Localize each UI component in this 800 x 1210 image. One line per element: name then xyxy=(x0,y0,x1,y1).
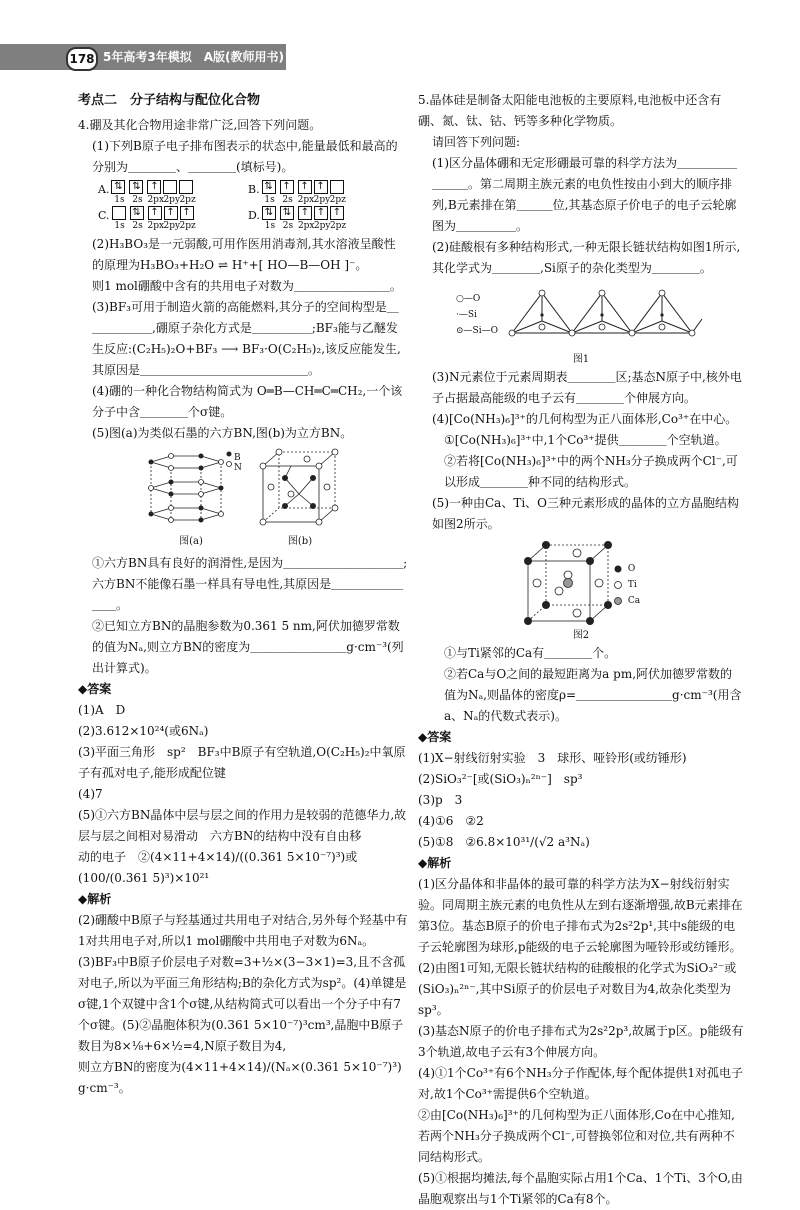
answer-line: 动的电子 ②(4×11+4×14)/((0.361 5×10⁻⁷)³)或(100/(0.361 5)³)×10²¹ xyxy=(78,849,358,885)
answer-list-right xyxy=(418,748,744,853)
orbital-option xyxy=(98,180,248,206)
figure-a xyxy=(141,448,241,549)
orbital-box: ↑ xyxy=(330,206,344,220)
orbital-label: 2px xyxy=(297,220,315,231)
fig2-legend-item: O xyxy=(627,564,636,574)
bn-figures xyxy=(78,448,408,549)
analysis-text: (5)①根据均摊法,每个晶胞实际占用1个Ca、1个Ti、3个O,由晶胞观察出与1个Ti紧邻的Ca有8个。 xyxy=(418,1171,743,1206)
orbital-label: 1s xyxy=(264,220,276,231)
q5-ask: 请回答下列问题: xyxy=(432,135,521,149)
analysis-text: 则立方BN的密度为(4×11+4×14)/(Nₐ×(0.361 5×10⁻⁷)³) g·cm⁻³。 xyxy=(78,1059,402,1095)
fig2-legend xyxy=(628,539,640,625)
orbital-box xyxy=(163,180,177,194)
legend-n: N xyxy=(234,462,242,473)
orbital-option xyxy=(98,206,248,232)
orbital-box: ⇅ xyxy=(129,180,143,194)
option-letter: D. xyxy=(248,208,260,222)
answer-line: (1)X−射线衍射实验 3 球形、哑铃形(或纺锤形) xyxy=(418,751,687,765)
orbital-label: 2s xyxy=(132,220,143,231)
option-letter: B. xyxy=(248,182,260,196)
q5-part4-2: ②若将[Co(NH₃)₆]³⁺中的两个NH₃分子换成两个Cl⁻,可以形成＿＿＿＿种不同的结构形式。 xyxy=(444,454,738,489)
orbital-label: 2py xyxy=(313,194,331,205)
q5-stem: 5.晶体硅是制备太阳能电池板的主要原料,电池板中还含有硼、氮、钛、钴、钙等多种化学物质。 xyxy=(418,93,722,128)
figure-b-caption: 图(b) xyxy=(287,535,313,547)
answer-line: (1)A D xyxy=(78,702,126,717)
analysis-text: (1)区分晶体和非晶体的最可靠的科学方法为X−射线衍射实验。同周期主族元素的电负性从左到右逐渐增强,故B元素排在第3位。基态B原子的价电子排布式为2s²2p¹,其中s能级的电子云轮廓图为球形,p能级的电子云轮廓图为哑铃形或纺锤形。 xyxy=(418,877,743,954)
answer-label-right: ◆答案 xyxy=(418,730,452,744)
orbital-box: ↑ xyxy=(298,206,312,220)
orbital-label: 1s xyxy=(264,194,275,205)
fig2-legend-item: Ca xyxy=(627,596,641,606)
orbital-box: ⇅ xyxy=(262,180,276,194)
analysis-label-left: ◆解析 xyxy=(78,891,112,906)
q5-part1: (1)区分晶体硼和无定形硼最可靠的科学方法为＿＿＿＿＿＿＿＿。第二周期主族元素的电负性按由小到大的顺序排列,B元素排在第＿＿＿位,其基态原子价电子的电子云轮廓图为＿＿＿＿＿。 xyxy=(432,156,738,233)
perovskite-cell-diagram xyxy=(522,539,632,625)
orbital-box xyxy=(330,180,344,194)
answer-line: (4)7 xyxy=(78,786,103,801)
analysis-text: (2)由图1可知,无限长链状结构的硅酸根的化学式为SiO₃²⁻或(SiO₃)ₙ²ⁿ⁻,其中Si原子的价层电子对数目为4,故杂化类型为sp³。 xyxy=(418,961,737,1017)
book-title: 5年高考3年模拟 A版(教师用书) xyxy=(103,50,284,64)
legend-b: B xyxy=(234,452,241,463)
orbital-option xyxy=(248,180,398,206)
orbital-box: ⇅ xyxy=(130,206,144,220)
fig1-legend-item: ·—Si xyxy=(456,310,477,320)
orbital-box: ⇅ xyxy=(262,206,276,220)
q4-part3: (3)BF₃可用于制造火箭的高能燃料,其分子的空间构型是＿＿＿＿＿＿,硼原子杂化方式是＿＿＿＿＿;BF₃能与乙醚发生反应:(C₂H₅)₂O+BF₃ ⟶ BF₃·O(C₂H₅)₂,该反应能发生,其原因是＿＿＿＿＿＿＿＿＿＿＿＿＿＿。 xyxy=(92,299,401,377)
orbital-label: 2py xyxy=(313,220,331,231)
right-column xyxy=(418,90,744,1210)
orbital-label: 2py xyxy=(163,220,181,231)
orbital-box: ↑ xyxy=(147,180,161,194)
q4-part2c: 则1 mol硼酸中含有的共用电子对数为＿＿＿＿＿＿＿＿。 xyxy=(92,278,402,293)
orbital-label: 2pz xyxy=(329,220,347,231)
section-title: 考点二 分子结构与配位化合物 xyxy=(78,93,261,108)
answer-list-left xyxy=(78,700,408,889)
q5-part5: (5)一种由Ca、Ti、O三种元素形成的晶体的立方晶胞结构如图2所示。 xyxy=(432,496,740,531)
figure-2 xyxy=(418,539,744,625)
answer-line: (2)3.612×10²⁴(或6Nₐ) xyxy=(78,723,209,738)
q4-part2a: (2)H₃BO₃是一元弱酸,可用作医用消毒剂,其水溶液呈酸性 xyxy=(92,236,396,251)
orbital-label: 1s xyxy=(114,220,125,231)
silicate-chain-diagram xyxy=(506,283,706,349)
hexagonal-bn-diagram xyxy=(141,448,241,528)
q5-part4: (4)[Co(NH₃)₆]³⁺的几何构型为正八面体形,Co³⁺在中心。 xyxy=(432,412,738,426)
orbital-box xyxy=(112,206,126,220)
figure-a-caption: 图(a) xyxy=(179,535,203,547)
option-letter: A. xyxy=(98,182,110,196)
orbital-label: 2s xyxy=(132,194,143,205)
fig1-legend-item: ⊙—Si—O xyxy=(456,326,498,336)
fig1-legend xyxy=(456,283,498,349)
q4-part5-1: ①六方BN具有良好的润滑性,是因为＿＿＿＿＿＿＿＿＿＿;六方BN不能像石墨一样具有导电性,其原因是＿＿＿＿＿＿＿＿。 xyxy=(92,555,408,612)
answer-line: (2)SiO₃²⁻[或(SiO₃)ₙ²ⁿ⁻] sp³ xyxy=(418,772,583,786)
q5-part2: (2)硅酸根有多种结构形式,一种无限长链状结构如图1所示,其化学式为＿＿＿＿,Si原子的杂化类型为＿＿＿＿。 xyxy=(432,240,741,275)
answer-label-left: ◆答案 xyxy=(78,681,112,696)
analysis-text: (3)基态N原子的价电子排布式为2s²2p³,故属于p区。p能级有3个轨道,故电子云有3个伸展方向。 xyxy=(418,1024,744,1059)
left-column xyxy=(78,90,408,1099)
figure-1 xyxy=(418,283,744,349)
orbital-label: 2px xyxy=(147,220,165,231)
answer-line: (3)p 3 xyxy=(418,793,463,807)
analysis-label-right: ◆解析 xyxy=(418,856,452,870)
analysis-text: ②由[Co(NH₃)₆]³⁺的几何构型为正八面体形,Co在中心推知,若两个NH₃分子换成两个Cl⁻,可替换邻位和对位,共有两种不同结构形式。 xyxy=(418,1108,735,1164)
q5-part3: (3)N元素位于元素周期表＿＿＿＿区;基态N原子中,核外电子占据最高能级的电子云有＿＿＿＿个伸展方向。 xyxy=(432,370,742,405)
q4-part5-2: ②已知立方BN的晶胞参数为0.361 5 nm,阿伏加德罗常数的值为Nₐ,则立方BN的密度为＿＿＿＿＿＿＿＿g·cm⁻³(列出计算式)。 xyxy=(92,618,404,675)
q5-part5-2: ②若Ca与O之间的最短距离为a pm,阿伏加德罗常数的值为Nₐ,则晶体的密度ρ=＿＿＿＿＿＿＿＿g·cm⁻³(用含a、Nₐ的代数式表示)。 xyxy=(444,667,742,723)
orbital-box: ↑ xyxy=(280,180,294,194)
q4-part1: (1)下列B原子电子排布图表示的状态中,能量最低和最高的分别为＿＿＿＿、＿＿＿＿(填标号)。 xyxy=(92,138,398,174)
orbital-label: 2pz xyxy=(179,220,196,231)
answer-line: (5)①8 ②6.8×10³¹/(√2 a³Nₐ) xyxy=(418,835,590,849)
q4-part4: (4)硼的一种化合物结构简式为 O═B—CH═C═CH₂,一个该分子中含＿＿＿＿个σ键。 xyxy=(92,383,403,419)
orbital-box: ↑ xyxy=(298,180,312,194)
orbital-label: 2px xyxy=(297,194,315,205)
fig1-legend-item: ○—O xyxy=(456,294,481,304)
q4-stem: 4.硼及其化合物用途非常广泛,回答下列问题。 xyxy=(78,117,322,132)
orbital-box: ↑ xyxy=(314,180,328,194)
q4-part5: (5)图(a)为类似石墨的六方BN,图(b)为立方BN。 xyxy=(92,425,353,440)
option-letter: C. xyxy=(98,208,110,222)
analysis-text: (2)硼酸中B原子与羟基通过共用电子对结合,另外每个羟基中有1对共用电子对,所以1 mol硼酸中共用电子对数为6Nₐ。(3)BF₃中B原子价层电子对数=3+½×(3−3×1)=3,且不含孤对电子,所以为平面三角形结构;B的杂化方式为sp²。(4)单键是σ键,1个双键中含1个σ键,从结构简式可以看出一个分子中有7个σ键。(5)②晶胞体积为(0.361 5×10⁻⁷)³cm³,晶胞中B原子数目为8×⅛+6×½=4,N原子数目为4, xyxy=(78,912,408,1053)
answer-line: (3)平面三角形 sp² BF₃中B原子有空轨道,O(C₂H₅)₂中氧原子有孤对电子,能形成配位键 xyxy=(78,744,406,780)
orbital-box: ↑ xyxy=(164,206,178,220)
q5-part4-1: ①[Co(NH₃)₆]³⁺中,1个Co³⁺提供＿＿＿＿个空轨道。 xyxy=(444,433,727,447)
fig2-legend-item: Ti xyxy=(627,580,637,590)
orbital-box: ⇅ xyxy=(280,206,294,220)
orbital-box: ↑ xyxy=(148,206,162,220)
q4-part2b: 的原理为H₃BO₃+H₂O ⇌ H⁺+[ HO—B—OH ]⁻。 xyxy=(92,257,368,272)
orbital-label: 1s xyxy=(114,194,125,205)
orbital-label: 2pz xyxy=(329,194,346,205)
orbital-options xyxy=(78,180,408,232)
figure-2-caption: 图2 xyxy=(572,630,590,641)
analysis-text: (4)①1个Co³⁺有6个NH₃分子作配体,每个配体提供1对孤电子对,故1个Co³⁺需提供6个空轨道。 xyxy=(418,1066,744,1101)
figure-1-caption: 图1 xyxy=(572,354,590,365)
page-number: 178 xyxy=(66,47,98,71)
orbital-label: 2s xyxy=(282,194,293,205)
orbital-label: 2pz xyxy=(179,194,196,205)
orbital-label: 2py xyxy=(163,194,181,205)
orbital-box: ↑ xyxy=(314,206,328,220)
answer-line: (5)①六方BN晶体中层与层之间的作用力是较弱的范德华力,故层与层之间相对易滑动 六方BN的结构中没有自由移 xyxy=(78,807,407,843)
q5-part5-1: ①与Ti紧邻的Ca有＿＿＿＿个。 xyxy=(444,646,617,660)
orbital-label: 2px xyxy=(147,194,165,205)
orbital-box xyxy=(179,180,193,194)
orbital-option xyxy=(248,206,398,232)
answer-line: (4)①6 ②2 xyxy=(418,814,484,828)
orbital-box: ⇅ xyxy=(111,180,125,194)
orbital-box: ↑ xyxy=(180,206,194,220)
orbital-label: 2s xyxy=(282,220,294,231)
